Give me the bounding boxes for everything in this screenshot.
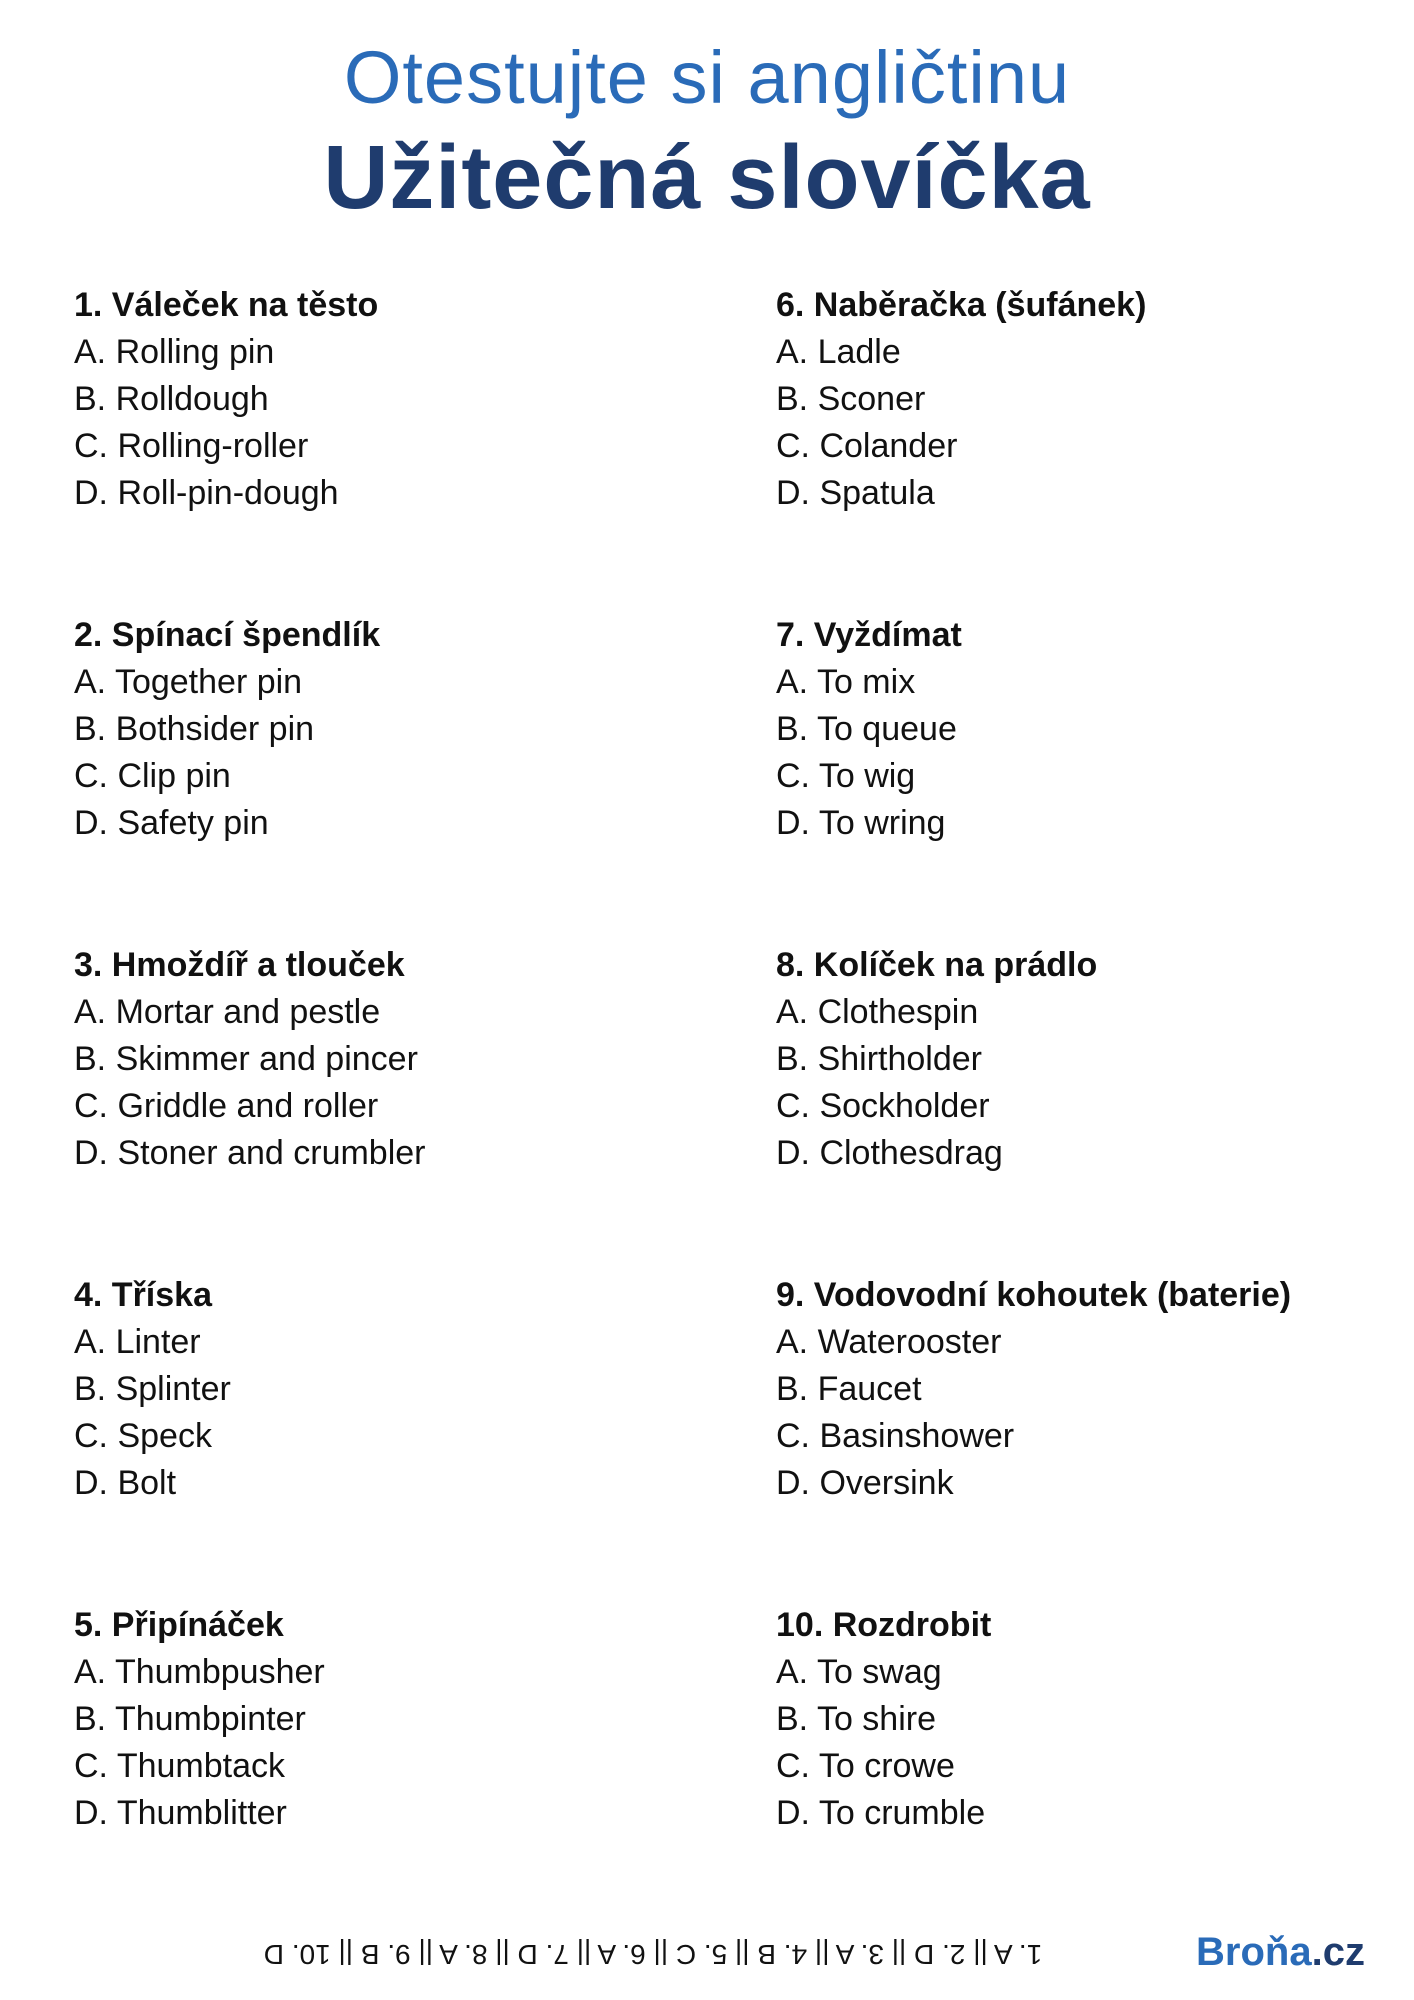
answer-option-a: A. Mortar and pestle — [74, 993, 381, 1031]
answer-option-b: B. To queue — [776, 710, 957, 748]
question-7 — [776, 612, 1414, 942]
answer-option-d: D. Oversink — [776, 1464, 954, 1502]
answer-option-a: A. Waterooster — [776, 1323, 1002, 1361]
answer-option-b: B. Bothsider pin — [74, 710, 315, 748]
questions-left-column — [74, 282, 714, 1932]
question-8 — [776, 942, 1414, 1272]
answer-option-b: B. Shirtholder — [776, 1040, 982, 1078]
answer-option-c: C. Speck — [74, 1417, 212, 1455]
answer-option-c: C. Griddle and roller — [74, 1087, 379, 1125]
answer-option-b: B. To shire — [776, 1700, 937, 1738]
question-2 — [74, 612, 714, 942]
answer-option-d: D. Clothesdrag — [776, 1134, 1003, 1172]
answer-option-d: D. Bolt — [74, 1464, 177, 1502]
answer-option-d: D. To wring — [776, 804, 946, 842]
page-subtitle: Otestujte si angličtinu — [343, 36, 1071, 119]
answer-option-a: A. Together pin — [74, 663, 303, 701]
brand-tld: .cz — [1311, 1930, 1365, 1974]
answer-option-a: A. Linter — [74, 1323, 201, 1361]
question-9 — [776, 1272, 1414, 1602]
answer-option-c: C. Thumbtack — [74, 1747, 286, 1785]
question-3 — [74, 942, 714, 1272]
answer-option-c: C. To wig — [776, 757, 916, 795]
question-10 — [776, 1602, 1414, 1932]
answer-option-d: D. Stoner and crumbler — [74, 1134, 426, 1172]
answer-option-c: C. Rolling-roller — [74, 427, 309, 465]
question-title: 4. Tříska — [74, 1276, 212, 1314]
answer-option-c: C. Basinshower — [776, 1417, 1015, 1455]
question-title: 5. Připínáček — [74, 1606, 284, 1644]
question-title: 9. Vodovodní kohoutek (baterie) — [776, 1276, 1292, 1314]
question-5 — [74, 1602, 714, 1932]
answer-option-b: B. Rolldough — [74, 380, 269, 418]
answer-option-c: C. Colander — [776, 427, 958, 465]
question-title: 1. Váleček na těsto — [74, 286, 379, 324]
brand-name: Broňa — [1196, 1930, 1312, 1974]
answer-option-a: A. Ladle — [776, 333, 901, 371]
answer-option-b: B. Skimmer and pincer — [74, 1040, 418, 1078]
answer-option-b: B. Sconer — [776, 380, 926, 418]
answer-option-b: B. Faucet — [776, 1370, 922, 1408]
question-6 — [776, 282, 1414, 612]
answer-option-d: D. Safety pin — [74, 804, 269, 842]
answer-option-a: A. Thumbpusher — [74, 1653, 325, 1691]
question-title: 7. Vyždímat — [776, 616, 962, 654]
answer-option-c: C. To crowe — [776, 1747, 955, 1785]
question-title: 8. Kolíček na prádlo — [776, 946, 1098, 984]
answer-option-c: C. Clip pin — [74, 757, 231, 795]
questions-right-column — [776, 282, 1414, 1932]
answer-option-d: D. Roll-pin-dough — [74, 474, 339, 512]
question-title: 6. Naběračka (šufánek) — [776, 286, 1147, 324]
brand-logo — [1196, 1928, 1365, 1976]
answer-option-d: D. To crumble — [776, 1794, 986, 1832]
answer-key-upside-down: 1. A || 2. D || 3. A || 4. B || 5. C || 6. A || 7. D || 8. A || 9. B || 10. D — [263, 1939, 1043, 1970]
question-title: 2. Spínací špendlík — [74, 616, 381, 654]
page-title: Užitečná slovíčka — [323, 128, 1091, 228]
answer-option-b: B. Splinter — [74, 1370, 231, 1408]
answer-option-a: A. To mix — [776, 663, 916, 701]
question-title: 10. Rozdrobit — [776, 1606, 992, 1644]
question-title: 3. Hmoždíř a tlouček — [74, 946, 405, 984]
answer-option-d: D. Thumblitter — [74, 1794, 287, 1832]
question-1 — [74, 282, 714, 612]
answer-option-b: B. Thumbpinter — [74, 1700, 306, 1738]
answer-option-a: A. Rolling pin — [74, 333, 275, 371]
answer-option-a: A. To swag — [776, 1653, 942, 1691]
answer-option-d: D. Spatula — [776, 474, 935, 512]
answer-option-a: A. Clothespin — [776, 993, 979, 1031]
question-4 — [74, 1272, 714, 1602]
answer-option-c: C. Sockholder — [776, 1087, 990, 1125]
